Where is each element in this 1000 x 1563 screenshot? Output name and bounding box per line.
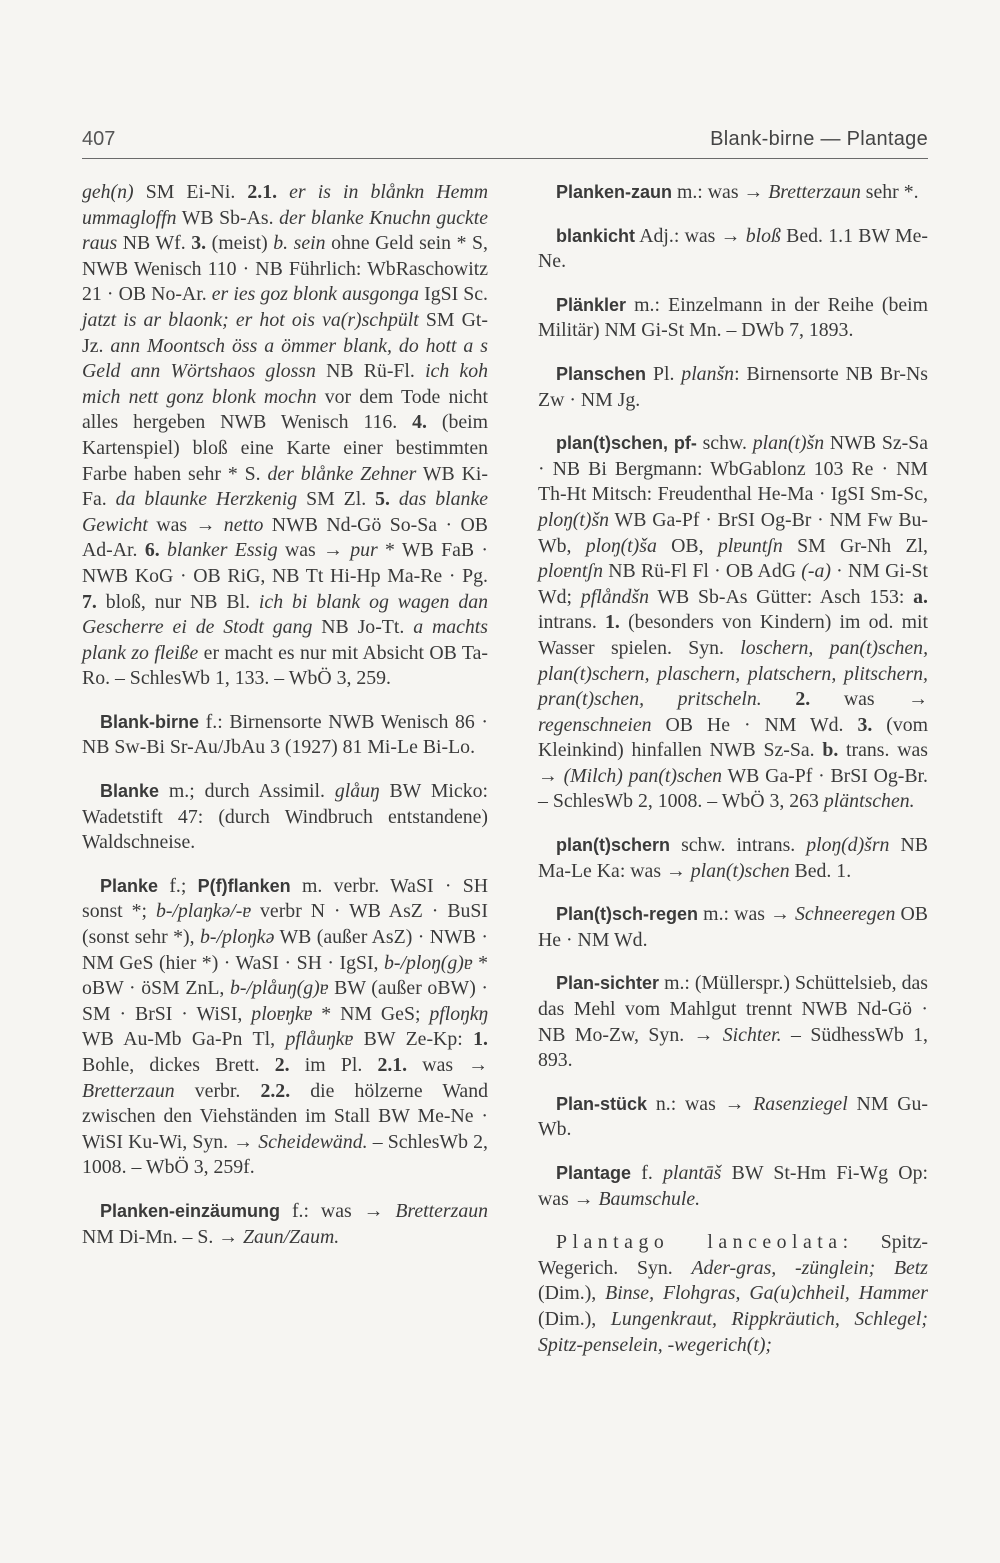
italic-text: a machts plank zo fleiße (82, 616, 488, 664)
italic-text: plɐuntʃn (717, 534, 783, 557)
entry-plantsch-regen (538, 902, 928, 953)
sense-number: 7. (82, 590, 97, 613)
entry-planken-einzaeumung (82, 1199, 488, 1250)
sense-number: 1. (605, 611, 620, 634)
entry-text (160, 539, 167, 561)
italic-text: netto (223, 513, 264, 536)
italic-text: pflåndšn (580, 585, 649, 608)
running-head: Blank-birne — Plantage (710, 128, 928, 150)
italic-text: ploɐntʃn (538, 560, 603, 583)
sense-number: 2. (274, 1054, 290, 1076)
italic-text: der blanke Knuchn guckte raus (82, 206, 488, 255)
entry-text (762, 688, 796, 710)
headword: Plan(t)sch-regen (556, 904, 699, 925)
entry-text (277, 181, 289, 203)
headword: Planke (100, 875, 159, 896)
entry-text: : Birnensorte NB Br-Ns Zw · NM Jg. (538, 362, 928, 411)
italic-text: pflåuŋkɐ (285, 1028, 354, 1051)
entry-text: m. verbr. WaSI · SH sonst *; (82, 874, 488, 923)
italic-text: pfloŋkŋ (429, 1002, 489, 1025)
italic-text: bloß (745, 224, 781, 247)
italic-text: er is in blånkn Hemm ummagloffn (82, 181, 488, 229)
italic-text: Rasenziegel (753, 1092, 848, 1115)
italic-text: ann Moontsch öss a ömmer blank, do hott a s Geld ann Wörtshaos glossn (82, 334, 488, 383)
sense-number: 4. (412, 411, 427, 434)
entry-text: – SüdhessWb 1, 893. (538, 1023, 928, 1072)
entry-blank-birne (82, 710, 488, 761)
entry-text: im Pl. (289, 1054, 378, 1076)
sense-number: 5. (375, 488, 390, 511)
headword: Blank-birne (100, 711, 200, 732)
entry-text: WB Ki-Fa. (82, 462, 488, 511)
entry-plan-stueck (538, 1092, 928, 1143)
entry-text: trans. was → (538, 739, 928, 787)
italic-text: regenschneien (538, 713, 652, 736)
entry-text: NM Di-Mn. – S. → (82, 1225, 244, 1248)
entry-planschen (538, 362, 928, 413)
headword: Plänkler (556, 294, 627, 315)
entry-text: SM Ei-Ni. (133, 181, 248, 203)
italic-text: das blanke Gewicht (82, 488, 489, 536)
sense-number: 6. (144, 539, 160, 562)
entry-blanke (82, 779, 488, 856)
entry-text: m.: Einzelmann in der Reihe (beim Militär) NM Gi-St Mn. – DWb 7, 1893. (538, 293, 928, 342)
entry-text: was → (407, 1054, 488, 1076)
entry-plantage (538, 1161, 928, 1212)
left-column (82, 180, 488, 1268)
entry-text: WB (außer AsZ) · NWB · NM GeS (hier *) · WaSI · SH · IgSI, (82, 926, 488, 974)
entry-plantschen (538, 431, 928, 815)
entry-text: · NM Gi-St Wd; (538, 560, 929, 608)
page-header (82, 128, 928, 159)
italic-text: da blaunke Herzkenig (115, 488, 298, 511)
italic-text: Bretterzaun (395, 1199, 488, 1222)
headword: plan(t)schern (556, 835, 671, 856)
italic-text: plantāš (663, 1162, 722, 1184)
sense-number: b. (822, 739, 839, 762)
entry-text: f.: Birnensorte NWB Wenisch 86 · NB Sw-Bi Sr-Au/JbAu 3 (1927) 81 Mi-Le Bi-Lo. (82, 710, 488, 759)
italic-text: ploŋ(t)ša (585, 534, 657, 557)
entry-blankicht (538, 224, 928, 275)
entry-text: m.: was → (672, 181, 769, 203)
entry-text: WB Sb-As Gütter: Asch 153: (648, 585, 914, 608)
italic-text: planšn (681, 362, 735, 385)
sense-number: 3. (191, 232, 207, 255)
entry-text: (meist) (206, 232, 274, 255)
entry-text: was → (277, 539, 351, 562)
entry-text: SM Gr-Nh Zl, (782, 534, 928, 557)
italic-text: (-a) (801, 560, 831, 583)
entry-planke (82, 874, 488, 1181)
entry-text: * NM GeS; (312, 1002, 430, 1025)
italic-text: plan(t)šn (752, 432, 825, 455)
entry-text: f. (631, 1162, 664, 1184)
entry-text: BW St-Hm Fi-Wg Op: was → (538, 1162, 928, 1210)
entry-text: f.; (158, 874, 198, 897)
entry-text: verbr N · WB AsZ · BuSI (sonst sehr *), (82, 900, 489, 949)
right-column (538, 180, 928, 1376)
entry-text: OB He · NM Wd. (651, 713, 858, 736)
entry-text: SM Zl. (297, 488, 376, 511)
entry-text: BW Ze-Kp: (353, 1028, 474, 1051)
entry-text: verbr. (174, 1079, 261, 1102)
entry-text: Bed. 1.1 BW Me-Ne. (538, 224, 928, 273)
entry-text: schw. (696, 432, 753, 455)
entry-text: NB Rü-Fl Fl · OB AdG (602, 560, 802, 583)
entry-text: (beim Kartenspiel) bloß eine Karte einer bestimmten Farbe haben sehr * S. (82, 411, 488, 485)
entry-text: (vom Kleinkind) hinfallen NWB Sz-Sa. (538, 713, 928, 762)
entry-text: die hölzerne Wand zwischen den Viehständen im Stall BW Me-Ne · WiSI Ku-Wi, Syn. → (82, 1079, 488, 1153)
entry-text: Adj.: was → (635, 224, 746, 247)
entry-text: Bed. 1. (789, 859, 852, 882)
entry-text: (Dim.), (538, 1307, 611, 1330)
italic-text: pläntschen. (823, 790, 915, 813)
italic-text: plan(t)schen (690, 859, 790, 882)
entry-text: NM Gu-Wb. (538, 1092, 928, 1141)
entry-text: (besonders von Kindern) im od. mit Wasser spielen. Syn. (538, 611, 928, 659)
entry-text: was → (147, 513, 224, 536)
italic-text: Scheidewänd. (258, 1130, 368, 1153)
headword: Plan-sichter (556, 973, 660, 994)
entry-text: m.; durch Assimil. (159, 780, 335, 803)
entry-text: f.: was → (280, 1199, 396, 1222)
italic-text: b-/plåuŋ(g)ɐ (230, 977, 329, 1000)
italic-text: Lungenkraut, Rippkräutich, Schlegel; Spitz-penselein, -wegerich(t); (538, 1307, 928, 1356)
italic-text: Ader-gras, -zünglein; Betz (691, 1256, 928, 1279)
botanical-name: Plantago lanceolata (556, 1231, 843, 1254)
headword: Plan-stück (556, 1093, 648, 1114)
entry-text: WB Au-Mb Ga-Pn Tl, (82, 1028, 286, 1051)
italic-text: b-/plaŋkə/-ɐ (155, 900, 252, 923)
entry-text: bloß, nur NB Bl. (96, 590, 259, 613)
headword: Planken-einzäumung (100, 1200, 281, 1221)
entry-text: SM Gt-Jz. (82, 308, 488, 357)
entry-plaenkler (538, 293, 928, 344)
italic-text: (Milch) pan(t)schen (563, 764, 723, 787)
headword: Planken-zaun (556, 182, 673, 202)
entry-text: WB Ga-Pf · BrSI Og-Br. – SchlesWb 2, 1008. – WbÖ 3, 263 (538, 764, 928, 813)
headword: blankicht (556, 225, 636, 246)
headword: P(f)flanken (197, 875, 291, 896)
entry-text: : Spitz-Wegerich. Syn. (538, 1231, 928, 1279)
entry-text: NB Jo-Tt. (312, 616, 414, 639)
entry-text: NB Ma-Le Ka: was → (538, 834, 928, 882)
sense-number: 1. (473, 1028, 488, 1051)
entry-text: (Dim.), (538, 1282, 606, 1305)
entry-text: sehr *. (860, 181, 919, 203)
entry-text: BW Micko: Wadetstift 47: (durch Windbruch entstandene) Waldschneise. (82, 780, 488, 854)
entry-plan-sichter (538, 971, 928, 1073)
entry-text: was → (810, 688, 929, 711)
entry-text: schw. intrans. (670, 834, 807, 857)
italic-text: jatzt is ar blaonk; er hot ois va(r)schpült (82, 308, 419, 331)
sense-number: 2.1. (247, 181, 278, 203)
sense-number: 2.2. (260, 1079, 291, 1102)
italic-text: Binse, Flohgras, Ga(u)chheil, Hammer (605, 1282, 928, 1305)
entry-text: NWB Sz-Sa · NB Bi Bergmann: WbGablonz 103 Re · NM Th-Ht Mitsch: Freudenthal He-Ma · IgSI Sm-Sc, (538, 432, 928, 506)
entry-text: er macht es nur mit Absicht OB Ta-Ro. – SchlesWb 1, 133. – WbÖ 3, 259. (82, 641, 488, 690)
italic-text: ploɐŋkɐ (251, 1002, 313, 1025)
sense-number: 2. (795, 688, 811, 711)
italic-text: b-/ploŋkə (200, 926, 275, 949)
sense-number: 3. (857, 713, 873, 736)
italic-text: loschern, pan(t)schen, plan(t)schern, plaschern, platschern, plitschern, pran(t)schen, pritscheln. (538, 636, 929, 711)
entry-text: Bohle, dickes Brett. (82, 1054, 275, 1076)
italic-text: Bretterzaun (82, 1079, 175, 1102)
italic-text: ich koh mich nett gonz blonk mochn (82, 360, 488, 408)
italic-text: glåuŋ (334, 780, 380, 803)
entry-text: m.: (Müllerspr.) Schüttelsieb, das das Mehl vom Mahlgut trennt NWB Nd-Gö · NB Mo-Zw, Syn. → (538, 972, 928, 1046)
italic-text: ich bi blank og wagen dan Gescherre ei de Stodt gang (82, 590, 488, 639)
entry-text: NB Wf. (117, 232, 192, 255)
italic-text: blanker Essig (167, 539, 278, 562)
entry-text: m.: was → (698, 903, 796, 926)
italic-text: Schneeregen (795, 903, 896, 926)
entry-plantago (538, 1230, 928, 1358)
entry-blank-continued (82, 180, 488, 692)
headword: Blanke (100, 781, 160, 802)
italic-text: der blånke Zehner (267, 462, 417, 485)
entry-planken-zaun (538, 180, 928, 206)
entry-text: * WB FaB · NWB KoG · OB RiG, NB Tt Hi-Hp Ma-Re · Pg. (82, 539, 489, 587)
sense-number: 2.1. (377, 1054, 408, 1076)
italic-text: Zaun/Zaum. (243, 1225, 340, 1248)
entry-text: ohne Geld sein * S, NWB Wenisch 110 · NB Führlich: WbRaschowitz 21 · OB No-Ar. (82, 232, 488, 306)
entry-text: WB Sb-As. (176, 206, 280, 229)
entry-text (390, 488, 399, 510)
entry-text: * oBW · öSM ZnL, (82, 951, 488, 1000)
page-number: 407 (82, 128, 116, 150)
italic-text: Bretterzaun (768, 181, 861, 203)
italic-text: Baumschule. (598, 1187, 701, 1210)
entry-text: vor dem Tode nicht alles hergeben NWB Wenisch 116. (82, 385, 488, 434)
italic-text: pur (350, 539, 378, 562)
italic-text: Sichter. (722, 1023, 782, 1046)
italic-text: b-/ploŋ(g)ɐ (384, 951, 473, 974)
entry-text: intrans. (538, 611, 606, 634)
entry-text: WB Ga-Pf · BrSI Og-Br · NM Fw Bu-Wb, (538, 508, 928, 557)
headword: plan(t)schen, pf- (556, 433, 697, 454)
headword: Planschen (556, 363, 647, 384)
italic-text: ploŋ(t)šn (538, 508, 610, 531)
entry-text: n.: was → (647, 1092, 754, 1115)
sense-number: a. (913, 585, 928, 608)
italic-text: geh(n) (82, 181, 134, 203)
entry-text: IgSI Sc. (419, 283, 489, 306)
entry-text: – SchlesWb 2, 1008. – WbÖ 3, 259f. (82, 1130, 488, 1179)
entry-plantschern (538, 833, 928, 884)
italic-text: er ies goz blonk ausgonga (211, 283, 419, 306)
entry-text: OB, (656, 534, 718, 557)
headword: Plantage (556, 1163, 632, 1183)
italic-text: ploŋ(d)šrn (806, 834, 890, 857)
entry-text: BW (außer oBW) · SM · BrSI · WiSI, (82, 977, 488, 1025)
entry-text: Pl. (646, 362, 682, 385)
entry-text: NWB Nd-Gö So-Sa · OB Ad-Ar. (82, 513, 488, 562)
entry-text: OB He · NM Wd. (538, 903, 928, 951)
italic-text: b. sein (273, 232, 326, 255)
entry-text: NB Rü-Fl. (315, 360, 426, 383)
